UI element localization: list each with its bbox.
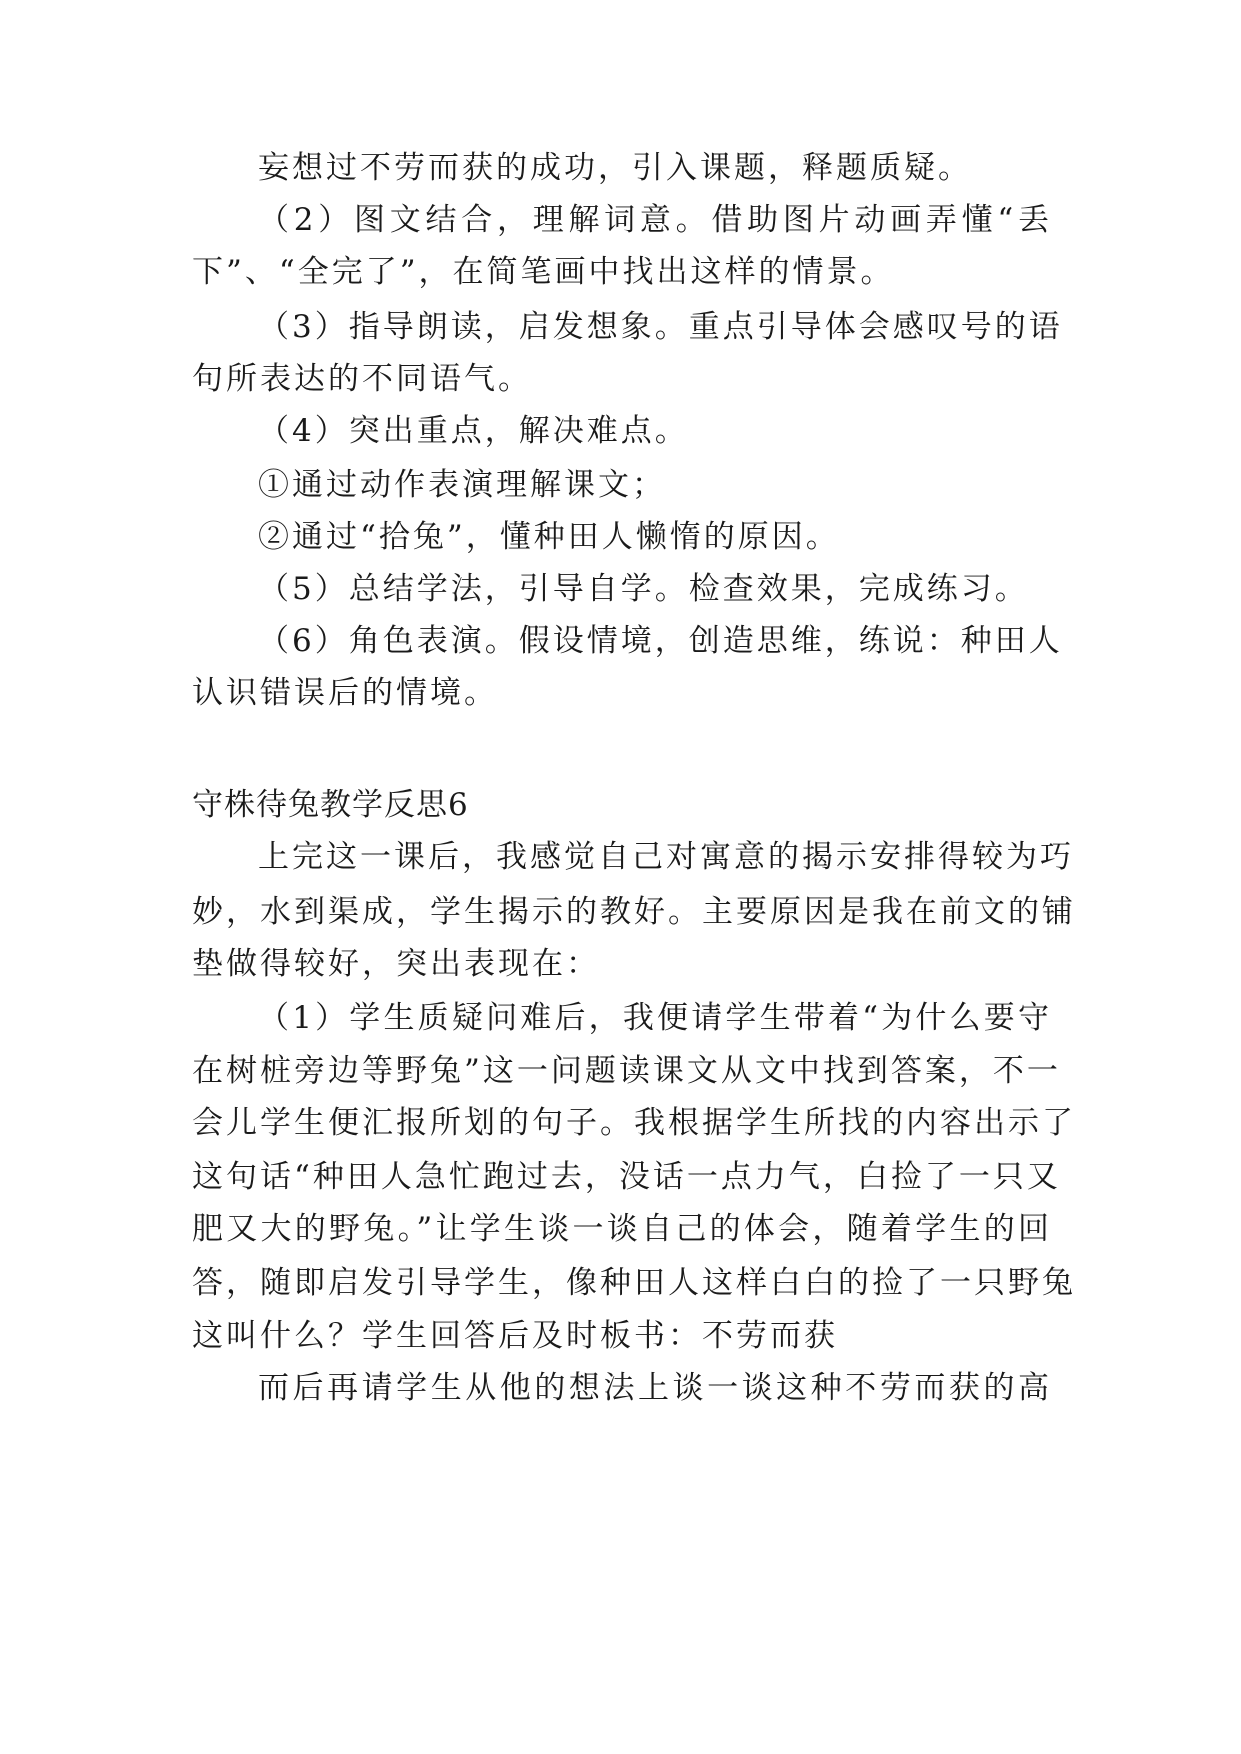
paragraph-line: ①通过动作表演理解课文； (258, 467, 666, 503)
paragraph-line: 认识错误后的情境。 (192, 675, 498, 711)
paragraph-line: （2）图文结合，理解词意。借助图片动画弄懂“丢 (258, 202, 1052, 238)
paragraph-line: 肥又大的野兔。”让学生谈一谈自己的体会，随着学生的回 (192, 1211, 1052, 1247)
paragraph-line: 垫做得较好，突出表现在： (192, 946, 600, 982)
paragraph-line: （5）总结学法，引导自学。检查效果，完成练习。 (258, 571, 1029, 607)
paragraph-line: （3）指导朗读，启发想象。重点引导体会感叹号的语 (258, 309, 1063, 345)
paragraph-line: （4）突出重点，解决难点。 (258, 413, 689, 449)
paragraph-line: 会儿学生便汇报所划的句子。我根据学生所找的内容出示了 (192, 1105, 1076, 1141)
paragraph-line: 这句话“种田人急忙跑过去，没话一点力气，白捡了一只又 (192, 1159, 1061, 1195)
paragraph-line: 妙，水到渠成，学生揭示的教好。主要原因是我在前文的铺 (192, 894, 1076, 930)
paragraph-line: 上完这一课后，我感觉自己对寓意的揭示安排得较为巧 (258, 839, 1074, 875)
paragraph-line: 下”、“全完了”，在简笔画中找出这样的情景。 (192, 254, 895, 290)
paragraph-line: （6）角色表演。假设情境，创造思维，练说：种田人 (258, 623, 1063, 659)
section-heading: 守株待兔教学反思6 (192, 787, 469, 823)
paragraph-line: 而后再请学生从他的想法上谈一谈这种不劳而获的高 (258, 1370, 1052, 1406)
paragraph-line: 妄想过不劳而获的成功，引入课题，释题质疑。 (258, 150, 972, 186)
paragraph-line: 在树桩旁边等野兔”这一问题读课文从文中找到答案，不一 (192, 1053, 1061, 1089)
paragraph-line: 句所表达的不同语气。 (192, 361, 532, 397)
paragraph-line: （1）学生质疑问难后，我便请学生带着“为什么要守 (258, 1000, 1052, 1036)
paragraph-line: 答，随即启发引导学生，像种田人这样白白的捡了一只野兔 (192, 1265, 1076, 1301)
paragraph-line: ②通过“拾兔”，懂种田人懒惰的原因。 (258, 519, 840, 555)
paragraph-line: 这叫什么？学生回答后及时板书：不劳而获 (192, 1318, 838, 1354)
